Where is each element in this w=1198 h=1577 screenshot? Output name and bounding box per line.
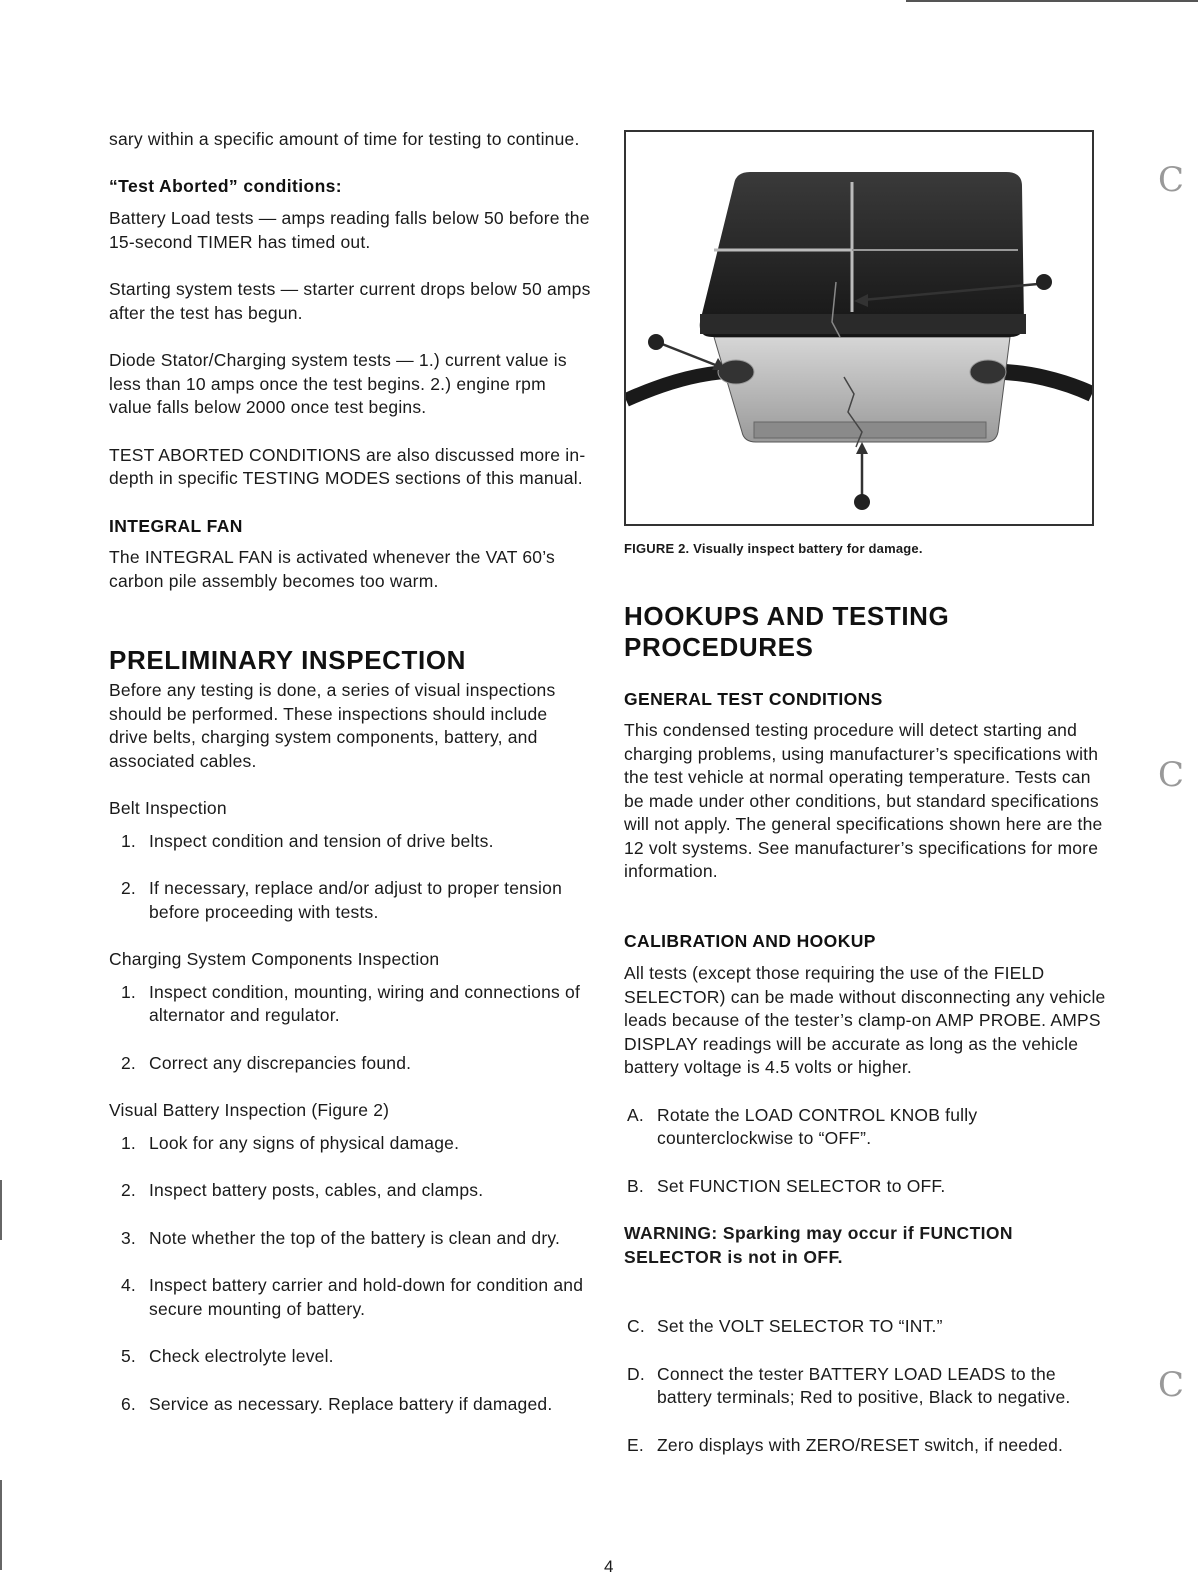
visual-battery-list — [109, 1132, 591, 1417]
list-number: 2. — [121, 1052, 136, 1073]
abort-starting-paragraph: Starting system tests — starter current drops below 50 amps after the test has begun. — [109, 279, 591, 323]
page-number: 4 — [604, 1557, 614, 1576]
battery-top-cover — [700, 172, 1024, 337]
list-number: 1. — [121, 830, 136, 851]
list-text: Set the VOLT SELECTOR TO “INT.” — [657, 1316, 943, 1336]
intro-paragraph: sary within a specific amount of time for testing to continue. — [109, 129, 580, 149]
belt-inspection-heading: Belt Inspection — [109, 798, 227, 818]
list-number: 1. — [121, 1132, 136, 1153]
scan-edge-mark — [0, 1180, 2, 1240]
list-text: Connect the tester BATTERY LOAD LEADS to the battery terminals; Red to positive, Black to negative. — [657, 1363, 1071, 1407]
list-text: Inspect condition and tension of drive belts. — [149, 830, 494, 851]
battery-base-ribs — [754, 422, 986, 438]
list-letter: B. — [627, 1175, 644, 1196]
visual-battery-heading: Visual Battery Inspection (Figure 2) — [109, 1100, 390, 1120]
list-text: Correct any discrepancies found. — [149, 1052, 412, 1073]
list-text: Inspect condition, mounting, wiring and connections of alternator and regulator. — [149, 981, 581, 1025]
list-letter: E. — [627, 1434, 644, 1455]
list-text: Inspect battery posts, cables, and clamps. — [149, 1180, 484, 1200]
list-item — [109, 877, 591, 924]
preliminary-paragraph: Before any testing is done, a series of visual inspections should be performed. These inspections should include drive belts, charging system components, battery, and associated cables. — [109, 680, 556, 771]
abort-battery-paragraph: Battery Load tests — amps reading falls below 50 before the 15-second TIMER has timed out. — [109, 208, 590, 252]
list-item — [109, 1179, 591, 1203]
charging-components-list — [109, 981, 591, 1076]
pointer-arrow — [662, 344, 718, 366]
belt-inspection-list — [109, 830, 591, 925]
star-marker-icon — [648, 334, 664, 350]
setup-steps-ce — [624, 1315, 1112, 1457]
figure-battery-photo — [624, 130, 1094, 526]
list-item — [109, 981, 591, 1028]
list-number: 3. — [121, 1227, 136, 1248]
abort-note-paragraph: TEST ABORTED CONDITIONS are also discussed more in-depth in specific TESTING MODES sections of this manual. — [109, 444, 586, 488]
list-text: Rotate the LOAD CONTROL KNOB fully counterclockwise to “OFF”. — [657, 1104, 978, 1148]
list-number: 2. — [121, 1180, 136, 1200]
cover-lip — [700, 314, 1026, 334]
list-item — [624, 1315, 1112, 1339]
list-text: If necessary, replace and/or adjust to proper tension before proceeding with tests. — [149, 878, 563, 922]
list-text: Service as necessary. Replace battery if damaged. — [149, 1393, 553, 1414]
list-number: 4. — [121, 1275, 136, 1295]
list-number: 5. — [121, 1346, 136, 1366]
list-number: 6. — [121, 1393, 136, 1414]
list-item — [624, 1104, 1112, 1151]
calibration-paragraph: All tests (except those requiring the use of the FIELD SELECTOR) can be made without disconnecting any vehicle leads because of the tester’s clamp-on AMP PROBE. AMPS DISPLAY readings will be accurate as long as the vehicle battery voltage is 4.5 volts or higher. — [624, 963, 1106, 1077]
integral-fan-heading: INTEGRAL FAN — [109, 515, 243, 536]
charging-components-heading: Charging System Components Inspection — [109, 949, 440, 969]
positive-terminal — [970, 360, 1006, 384]
list-number: 1. — [121, 981, 136, 1002]
left-column — [109, 128, 591, 1416]
hookups-heading: HOOKUPS AND TESTING PROCEDURES — [624, 600, 950, 662]
battery-illustration — [626, 132, 1092, 524]
star-marker-icon — [1036, 274, 1052, 290]
general-conditions-heading: GENERAL TEST CONDITIONS — [624, 688, 883, 709]
list-text: Inspect battery carrier and hold-down for condition and secure mounting of battery. — [149, 1275, 584, 1319]
list-item — [624, 1363, 1112, 1410]
list-item — [109, 1345, 591, 1369]
list-number: 2. — [121, 878, 136, 898]
list-text: Set FUNCTION SELECTOR to OFF. — [657, 1175, 946, 1196]
test-aborted-heading: “Test Aborted” conditions: — [109, 175, 343, 196]
list-letter: D. — [627, 1363, 645, 1384]
abort-diode-paragraph: Diode Stator/Charging system tests — 1.) current value is less than 10 amps once the test begins. 2.) engine rpm value falls below 2000 once test begins. — [109, 350, 567, 417]
figure-caption: FIGURE 2. Visually inspect battery for damage. — [624, 541, 923, 556]
scan-edge-mark — [0, 1480, 2, 1570]
integral-fan-paragraph: The INTEGRAL FAN is activated whenever the VAT 60’s carbon pile assembly becomes too warm. — [109, 547, 555, 591]
list-item — [109, 830, 591, 854]
negative-terminal — [718, 360, 754, 384]
list-item — [109, 1052, 591, 1076]
binder-hole-mark: C — [1158, 160, 1185, 200]
binder-hole-mark: C — [1158, 1365, 1185, 1405]
calibration-heading: CALIBRATION AND HOOKUP — [624, 930, 876, 951]
list-text: Note whether the top of the battery is clean and dry. — [149, 1227, 561, 1248]
list-item — [109, 1393, 591, 1417]
list-item — [109, 1227, 591, 1251]
binder-hole-mark: C — [1158, 755, 1185, 795]
right-column — [624, 130, 1112, 1457]
list-item — [109, 1132, 591, 1156]
list-text: Check electrolyte level. — [149, 1346, 334, 1366]
preliminary-inspection-heading: PRELIMINARY INSPECTION — [109, 645, 467, 675]
list-item — [624, 1175, 1112, 1199]
list-text: Zero displays with ZERO/RESET switch, if needed. — [657, 1434, 1064, 1455]
setup-steps-ab — [624, 1104, 1112, 1199]
star-marker-icon — [854, 494, 870, 510]
list-text: Look for any signs of physical damage. — [149, 1132, 460, 1153]
list-item — [624, 1434, 1112, 1458]
warning-text: WARNING: Sparking may occur if FUNCTION SELECTOR is not in OFF. — [624, 1223, 1013, 1267]
list-letter: C. — [627, 1316, 645, 1336]
top-border-line — [906, 0, 1198, 2]
list-letter: A. — [627, 1104, 644, 1125]
general-conditions-paragraph: This condensed testing procedure will detect starting and charging problems, using manufacturer’s specifications with the test vehicle at normal operating temperature. Tests can be made under other conditions, but standard specifications will not apply. The general specifications shown here are the 12 volt systems. See manufacturer’s specifications for more information. — [624, 720, 1103, 881]
list-item — [109, 1274, 591, 1321]
